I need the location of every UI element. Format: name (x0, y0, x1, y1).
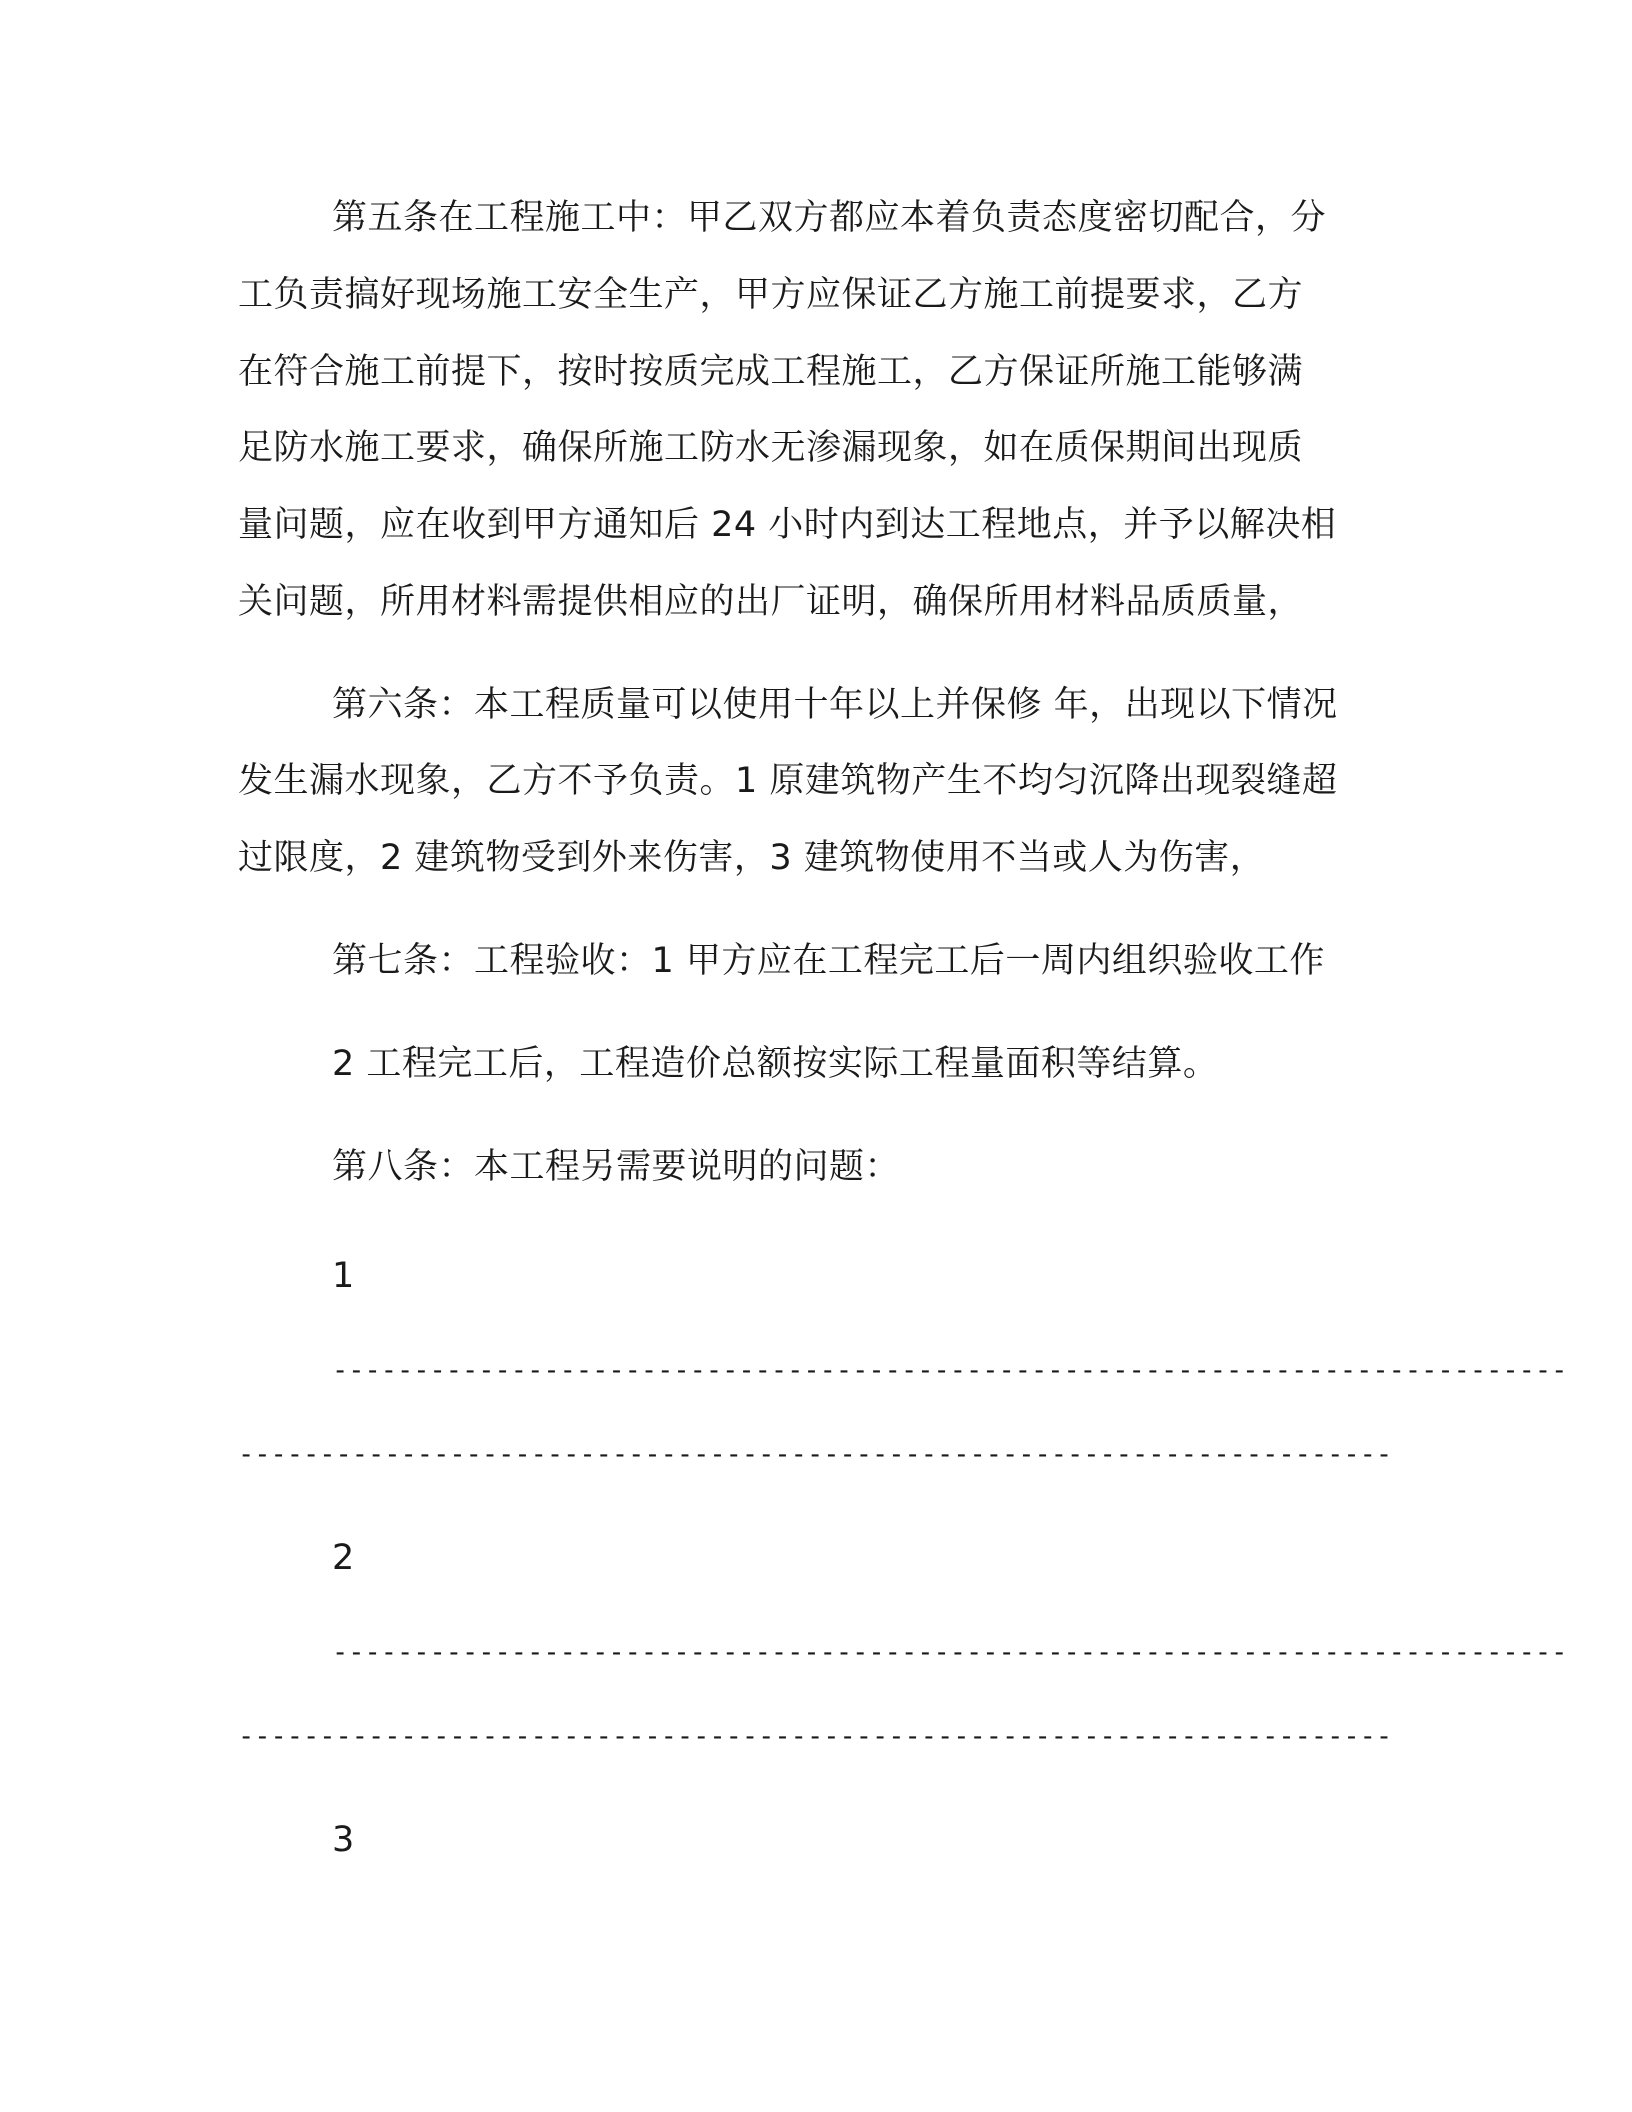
blank-line-2b: ----------------------------------------------------------------------- (238, 1721, 1393, 1752)
article7-line-1: 第七条：工程验收：1 甲方应在工程完工后一周内组织验收工作 (332, 941, 1325, 981)
article6-line-2: 发生漏水现象，乙方不予负责。1 原建筑物产生不均匀沉降出现裂缝超 (238, 761, 1338, 801)
article6-line-3: 过限度，2 建筑物受到外来伤害，3 建筑物使用不当或人为伤害， (238, 838, 1266, 878)
blank-line-1b: ----------------------------------------------------------------------- (238, 1439, 1393, 1470)
item-number-3: 3 (332, 1820, 355, 1860)
article6-line-1: 第六条：本工程质量可以使用十年以上并保修 年，出现以下情况 (332, 685, 1338, 725)
article7-line-2: 2 工程完工后，工程造价总额按实际工程量面积等结算。 (332, 1044, 1219, 1084)
blank-line-2a: ---------------------------------------------------------------------------- (332, 1637, 1568, 1668)
article5-line-2: 工负责搞好现场施工安全生产，甲方应保证乙方施工前提要求，乙方 (238, 275, 1304, 315)
article5-line-4: 足防水施工要求，确保所施工防水无渗漏现象，如在质保期间出现质 (238, 428, 1304, 468)
article5-line-1: 第五条在工程施工中：甲乙双方都应本着负责态度密切配合，分 (332, 198, 1327, 238)
item-number-1: 1 (332, 1256, 355, 1296)
article5-line-6: 关问题，所用材料需提供相应的出厂证明，确保所用材料品质质量， (238, 582, 1304, 622)
item-number-2: 2 (332, 1538, 355, 1578)
blank-line-1a: ---------------------------------------------------------------------------- (332, 1355, 1568, 1386)
article8-title: 第八条：本工程另需要说明的问题： (332, 1147, 901, 1187)
article5-line-5: 量问题，应在收到甲方通知后 24 小时内到达工程地点，并予以解决相 (238, 505, 1337, 545)
article5-line-3: 在符合施工前提下，按时按质完成工程施工，乙方保证所施工能够满 (238, 352, 1304, 392)
